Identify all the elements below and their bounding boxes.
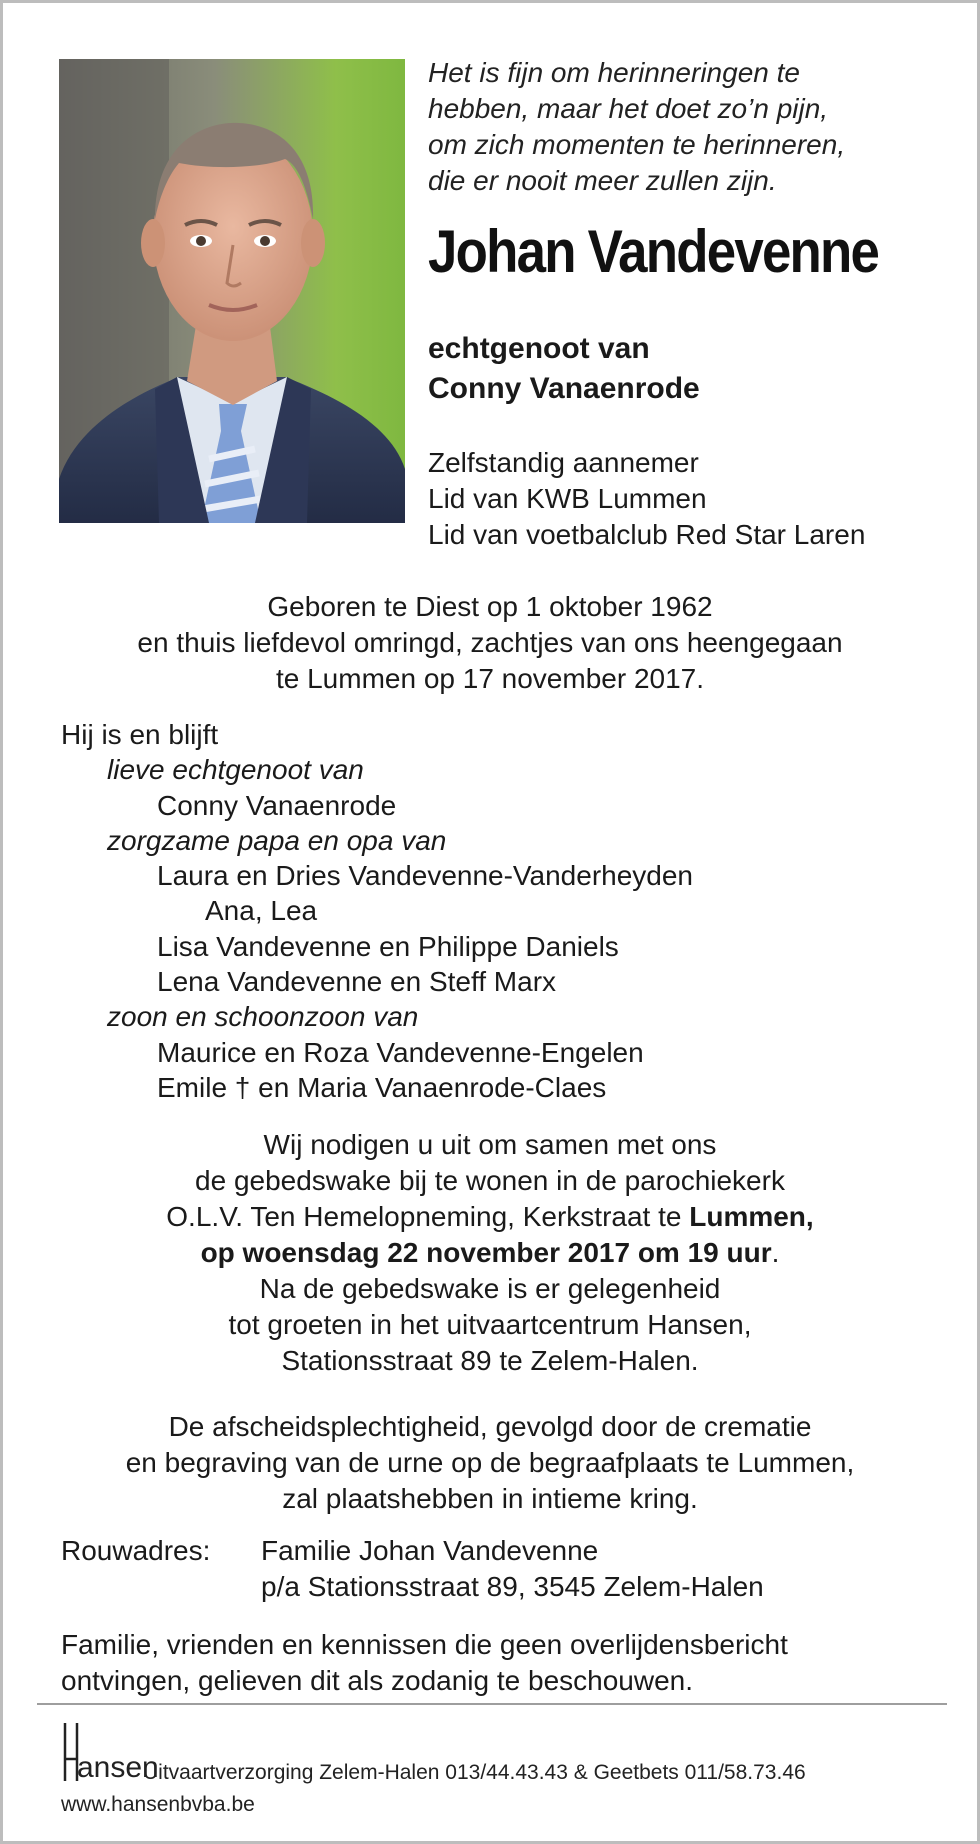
invitation-line xyxy=(3,1235,977,1271)
birth-death-line: Geboren te Diest op 1 oktober 1962 xyxy=(267,591,713,622)
invitation-line: tot groeten in het uitvaartcentrum Hansen, xyxy=(228,1309,752,1340)
portrait-photo xyxy=(59,59,405,523)
family-intro: Hij is en blijft xyxy=(61,719,219,750)
spouse-name: Conny Vanaenrode xyxy=(428,372,700,405)
poem-line: hebben, maar het doet zo’n pijn, xyxy=(428,93,829,124)
role-item: Lid van voetbalclub Red Star Laren xyxy=(428,519,866,550)
address-lines xyxy=(261,1533,764,1605)
invitation-line xyxy=(3,1199,977,1235)
roles-list xyxy=(428,445,865,553)
ceremony-line: en begraving van de urne op de begraafplaats te Lummen, xyxy=(125,1447,855,1478)
invitation-line: Wij nodigen u uit om samen met ons xyxy=(263,1129,717,1160)
invitation-place: Lummen, xyxy=(689,1201,814,1232)
poem xyxy=(428,55,845,199)
ceremony-line: De afscheidsplechtigheid, gevolgd door de crematie xyxy=(168,1411,812,1442)
spouse-block xyxy=(428,329,700,409)
notice-line: Familie, vrienden en kennissen die geen overlijdensbericht xyxy=(61,1629,788,1660)
family-parents: Maurice en Roza Vandevenne-Engelen xyxy=(157,1036,644,1068)
notice-line: ontvingen, gelieven dit als zodanig te beschouwen. xyxy=(61,1665,693,1696)
invitation-block xyxy=(3,1127,977,1379)
family-child: Lena Vandevenne en Steff Marx xyxy=(157,966,557,998)
ceremony-line: zal plaatshebben in intieme kring. xyxy=(282,1483,698,1514)
invitation-line: Stationsstraat 89 te Zelem-Halen. xyxy=(281,1345,699,1376)
footer-website[interactable]: www.hansenbvba.be xyxy=(61,1793,255,1816)
birth-death-line: te Lummen op 17 november 2017. xyxy=(275,663,705,694)
role-item: Lid van KWB Lummen xyxy=(428,483,707,514)
family-child: Lisa Vandevenne en Philippe Daniels xyxy=(157,930,619,962)
invitation-line: de gebedswake bij te wonen in de parochiekerk xyxy=(195,1165,785,1196)
ceremony-block xyxy=(3,1409,977,1517)
spouse-intro: echtgenoot van xyxy=(428,332,650,365)
footer xyxy=(61,1721,941,1816)
invitation-period: . xyxy=(771,1237,780,1268)
poem-line: Het is fijn om herinneringen te xyxy=(428,57,800,88)
address-line: p/a Stationsstraat 89, 3545 Zelem-Halen xyxy=(261,1571,764,1602)
family-spouse-label: lieve echtgenoot van xyxy=(107,754,364,786)
birth-death-line: en thuis liefdevol omringd, zachtjes van ons heengegaan xyxy=(137,627,843,658)
family-parents: Emile † en Maria Vanaenrode-Claes xyxy=(157,1071,607,1103)
invitation-church: O.L.V. Ten Hemelopneming, Kerkstraat te xyxy=(166,1201,690,1232)
birth-death-block xyxy=(3,589,977,697)
family-children-label: zorgzame papa en opa van xyxy=(107,824,447,856)
address-line: Familie Johan Vandevenne xyxy=(261,1535,599,1566)
family-list xyxy=(61,717,693,1105)
invitation-line: Na de gebedswake is er gelegenheid xyxy=(259,1273,721,1304)
notice-block xyxy=(61,1627,788,1699)
family-spouse: Conny Vanaenrode xyxy=(157,789,397,821)
role-item: Zelfstandig aannemer xyxy=(428,447,699,478)
address-label: Rouwadres: xyxy=(61,1535,211,1566)
family-parents-label: zoon en schoonzoon van xyxy=(107,1001,419,1033)
family-grandchildren: Ana, Lea xyxy=(205,895,318,927)
portrait-illustration xyxy=(59,59,405,523)
poem-line: die er nooit meer zullen zijn. xyxy=(428,165,777,196)
footer-contact: Uitvaartverzorging Zelem-Halen 013/44.43.43 & Geetbets 011/58.73.46 xyxy=(143,1761,806,1784)
poem-line: om zich momenten te herinneren, xyxy=(428,129,846,160)
family-child: Laura en Dries Vandevenne-Vanderheyden xyxy=(157,860,694,892)
footer-divider xyxy=(37,1703,947,1705)
invitation-datetime: op woensdag 22 november 2017 om 19 uur xyxy=(200,1237,772,1268)
deceased-name: Johan Vandevenne xyxy=(428,218,879,285)
hansen-logo-text: ansen xyxy=(77,1751,159,1784)
